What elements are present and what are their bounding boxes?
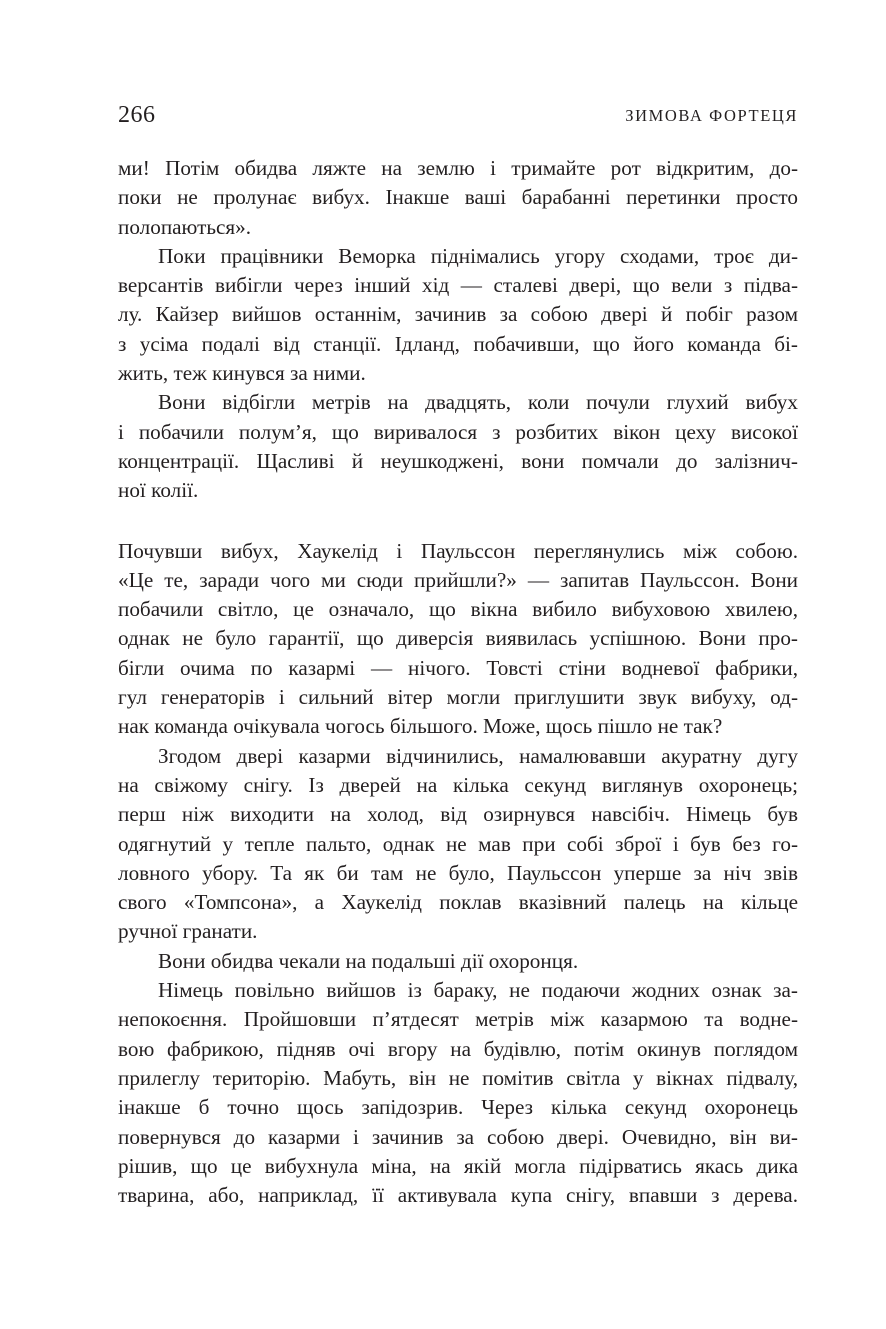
text-line: побачили світло, це означало, що вікна вибило вибуховою хвилею, [118,597,798,622]
text-line: на свіжому снігу. Із дверей на кілька секунд виглянув охоронець; [118,772,798,797]
section-break [118,506,798,537]
text-line: ми! Потім обидва ляжте на землю і тримайте рот відкритим, до- [118,156,798,180]
text-line: одягнутий у тепле пальто, однак не мав при собі зброї і був без го- [118,831,798,856]
text-line: перш ніж виходити на холод, від озирнувся навсібіч. Німець був [118,802,798,827]
text-line: версантів вибігли через інший хід — сталеві двері, що вели з підва- [118,273,798,298]
text-line: прилеглу територію. Мабуть, він не помітив світла у вікнах підвалу, [118,1065,798,1090]
text-line: нак команда очікувала чогось більшого. Може, щось пішло не так? [118,714,723,739]
text-line: концентрації. Щасливі й неушкоджені, вони помчали до залізнич- [118,448,798,473]
text-line: Почувши вибух, Хаукелід і Паульссон переглянулись між собою. [118,538,798,563]
text-line: непокоєння. Пройшовши п’ятдесят метрів між казармою та водне- [118,1007,798,1032]
text-line: бігли очима по казармі — нічого. Товсті стіни водневої фабрики, [118,655,798,680]
text-line: жить, теж кинувся за ними. [118,361,366,386]
text-line: Вони обидва чекали на подальші дії охоронця. [158,948,579,973]
text-line: поки не пролунає вибух. Інакше ваші барабанні перетинки просто [118,185,798,210]
page-number: 266 [118,102,156,128]
text-line: і побачили полум’я, що виривалося з розбитих вікон цеху високої [118,419,798,444]
text-line: повернувся до казарми і зачинив за собою двері. Очевидно, він ви- [118,1124,798,1149]
text-line: Згодом двері казарми відчинились, намалювавши акуратну дугу [158,743,798,768]
text-line: ловного убору. Та як би там не було, Паульссон уперше за ніч звів [118,860,798,885]
running-title: ЗИМОВА ФОРТЕЦЯ [625,106,798,125]
text-line: «Це те, заради чого ми сюди прийшли?» — запитав Паульссон. Вони [118,567,798,592]
text-line: Поки працівники Веморка піднімались угору сходами, троє ди- [158,243,798,268]
text-line: з усіма подалі від станції. Ідланд, побачивши, що його команда бі- [118,331,798,356]
body-text [118,154,798,1210]
text-line: Німець повільно вийшов із бараку, не подаючи жодних ознак за- [158,978,798,1003]
text-line: інакше б точно щось запідозрив. Через кілька секунд охоронець [118,1095,798,1120]
text-line: вою фабрикою, підняв очі вгору на будівлю, потім окинув поглядом [118,1036,798,1061]
text-line: однак не було гарантії, що диверсія виявилась успішною. Вони про- [118,626,798,651]
text-line: рішив, що це вибухнула міна, на якій могла підірватись якась дика [118,1153,798,1178]
text-line: тварина, або, наприклад, її активувала купа снігу, впавши з дерева. [118,1183,798,1208]
text-line: гул генераторів і сильний вітер могли приглушити звук вибуху, од- [118,685,798,710]
text-line: полопаються». [118,214,252,239]
text-line: ної колії. [118,478,199,503]
text-line: Вони відбігли метрів на двадцять, коли почули глухий вибух [158,390,798,415]
text-line: лу. Кайзер вийшов останнім, зачинив за собою двері й побіг разом [118,302,798,327]
text-line: ручної гранати. [118,919,258,944]
text-line: свого «Томпсона», а Хаукелід поклав вказівний палець на кільце [118,890,798,915]
